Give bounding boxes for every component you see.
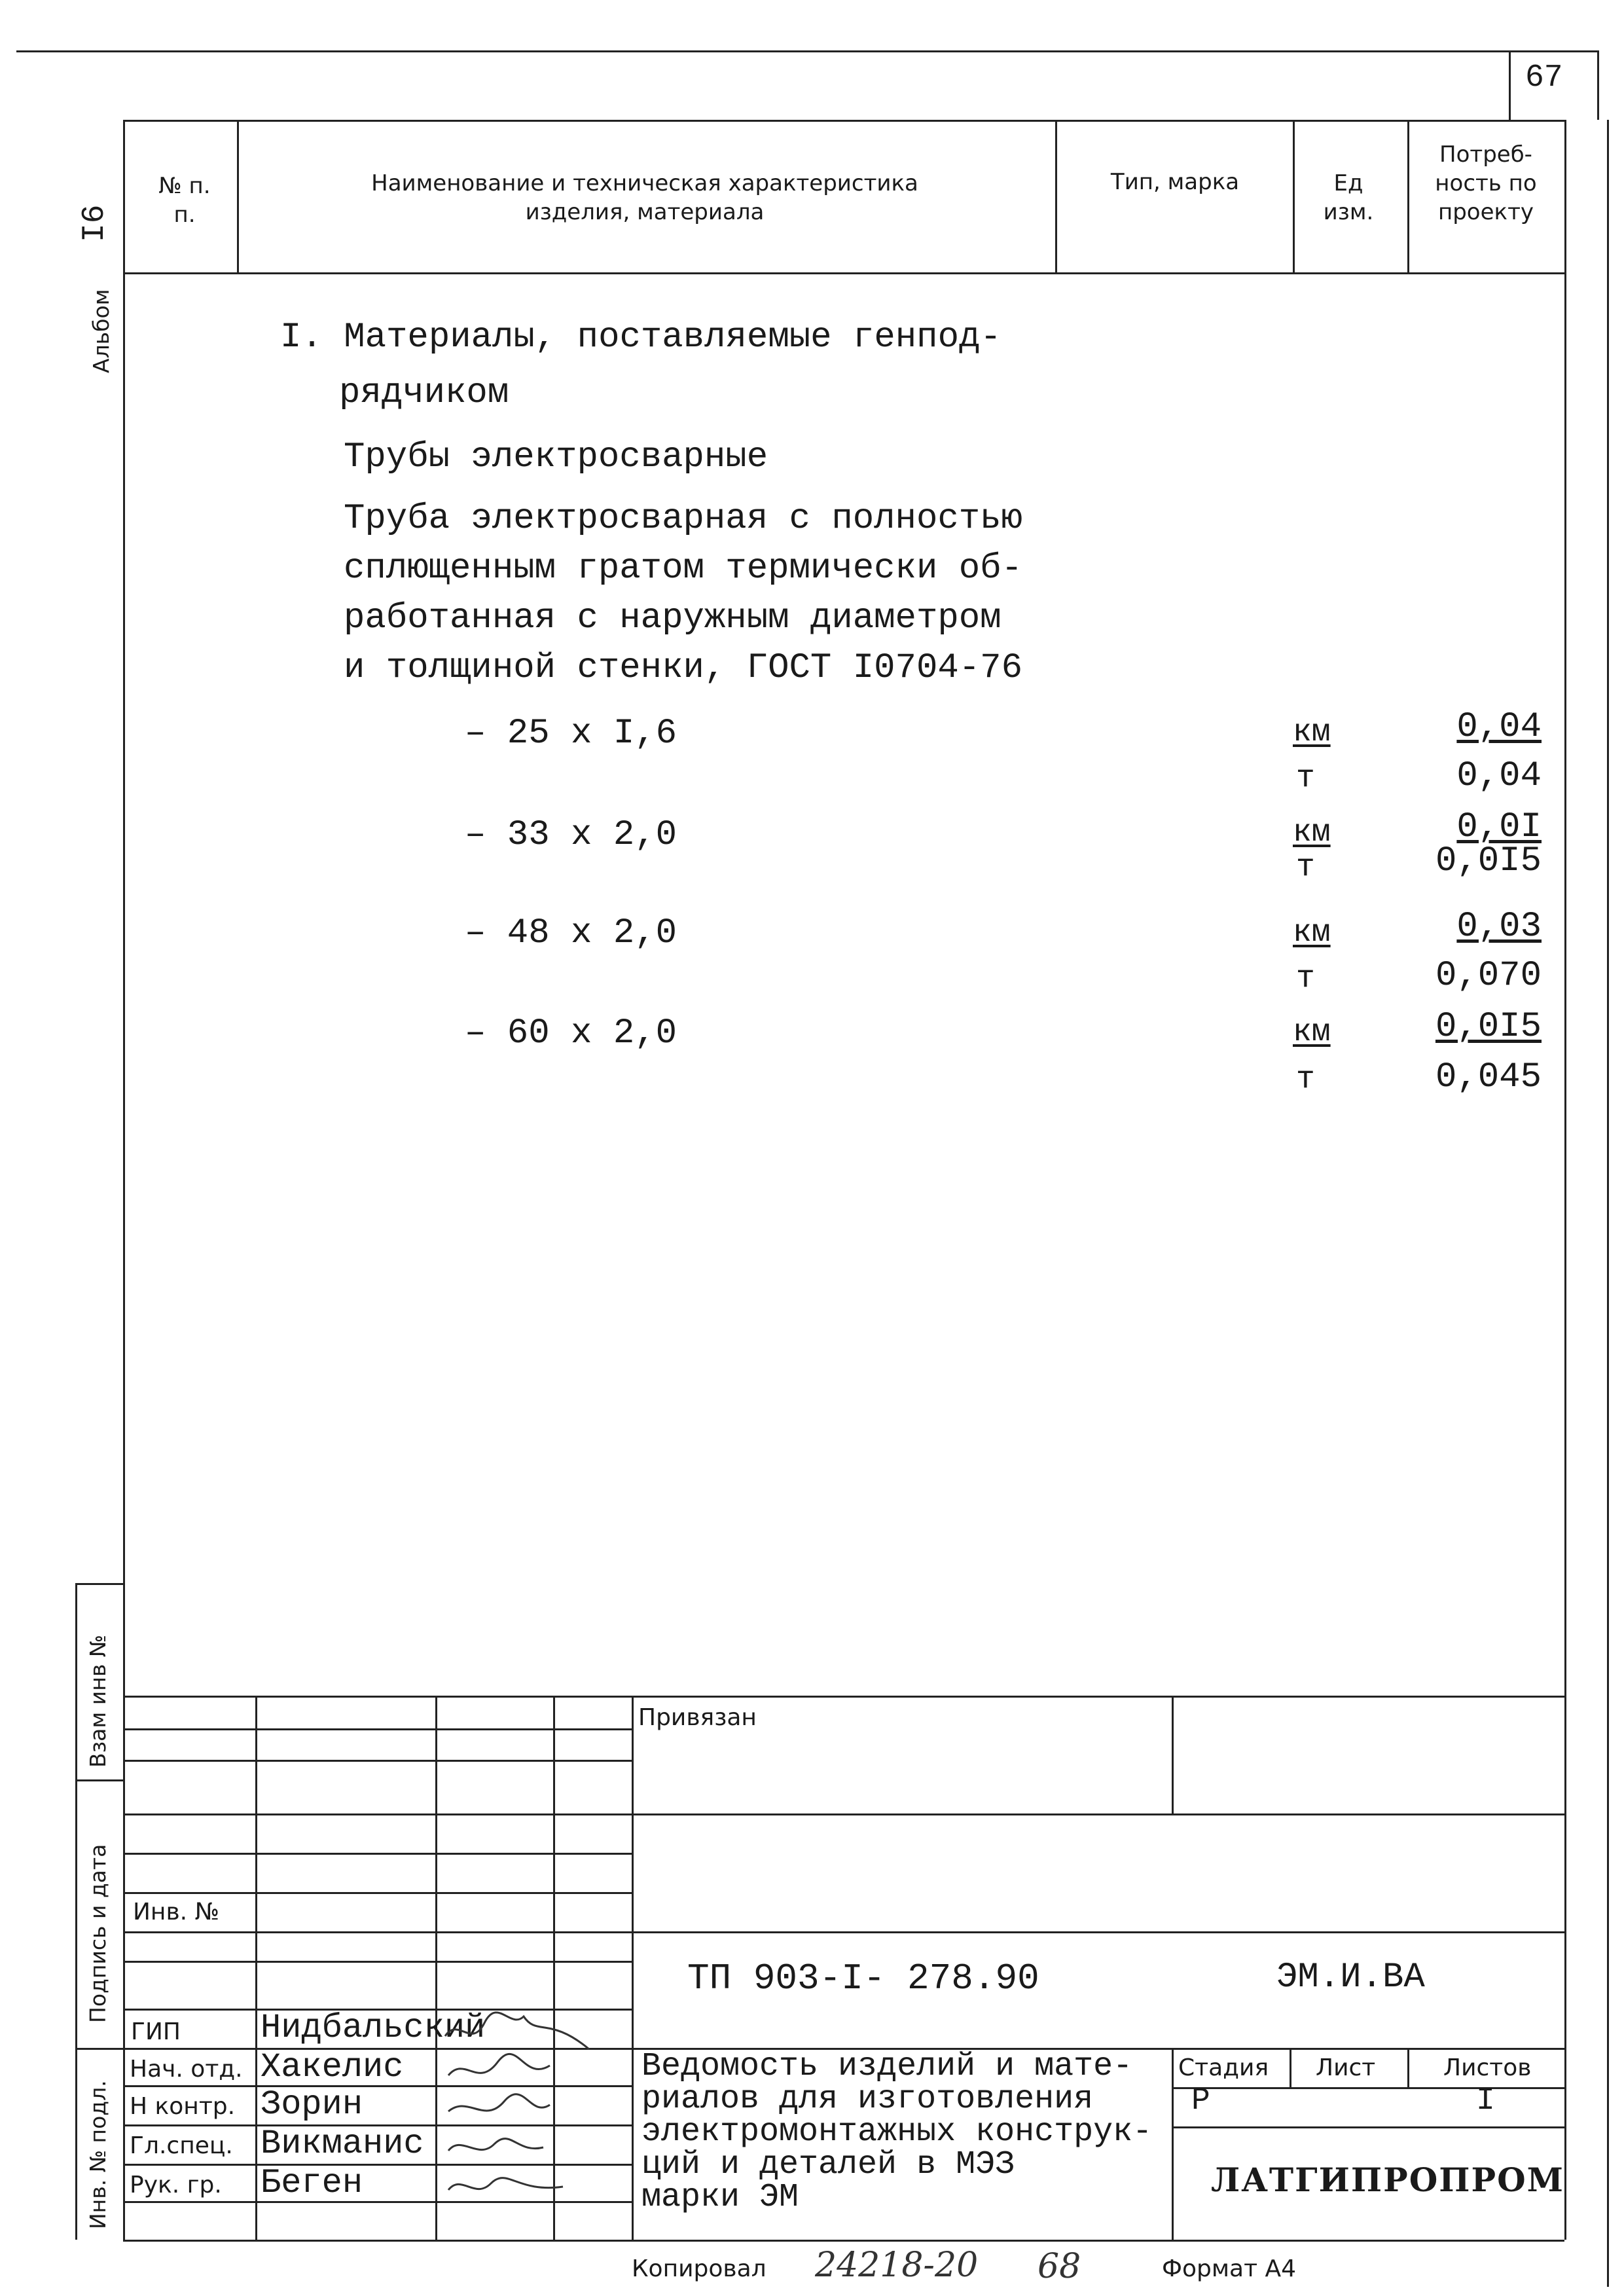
format-label: Формат А4 [1162,2255,1297,2282]
copied-number: 24218-20 [815,2246,979,2285]
header-bottom-rule [123,272,1564,274]
item-unit-t: т [1296,1062,1315,1097]
doc-title-line: электромонтажных конструк- [641,2113,1153,2151]
item-size: – 33 х 2,0 [465,815,677,855]
item-value-t: 0,04 [1456,756,1542,796]
section-title: I. Материалы, поставляемые генпод- [280,318,1001,357]
side-label-vzam-inv: Взам инв № [85,1634,111,1768]
tb-right-row [632,1931,1564,1933]
item-value-t: 0,0I5 [1435,841,1542,881]
section-title-cont: рядчиком [339,373,509,413]
side-strip-div1 [75,1779,123,1781]
side-strip-top [75,1583,123,1585]
sheet-label: Лист [1316,2054,1376,2081]
item-value-km: 0,0I5 [1435,1007,1542,1047]
item-unit-km: км [1293,1015,1331,1050]
header-name: Наименование и техническая характеристика изделия, материала [371,170,918,225]
tb-left-row [123,1961,632,1963]
frame-right [1564,120,1566,2240]
desc-line: сплющенным гратом термически об- [344,549,1022,589]
role-name: Зорин [261,2085,363,2124]
role-name: Нидбальский [261,2009,486,2047]
tb-top [123,1696,1564,1698]
role-label: Рук. гр. [130,2172,222,2198]
frame-bottom [123,2240,1564,2242]
tb-sheet-col [1290,2048,1291,2087]
header-col-2 [1055,120,1057,272]
item-value-t: 0,070 [1435,956,1542,996]
sheets-label: Листов [1443,2054,1532,2081]
side-label-inv-podl: Инв. № подл. [85,2080,111,2229]
side-strip-left [75,1583,77,2240]
item-unit-km: км [1293,715,1331,750]
sheet-number: 67 [1525,60,1563,96]
tb-left-row [123,1813,632,1815]
role-name: Викманис [261,2124,424,2163]
inv-no-label: Инв. № [133,1899,220,1925]
desc-line: и толщиной стенки, ГОСТ I0704-76 [344,648,1022,688]
item-size: – 25 х I,6 [465,714,677,754]
stage-label: Стадия [1178,2054,1269,2081]
tb-left-col-2 [435,1696,437,2240]
copied-label: Копировал [632,2255,767,2282]
tb-privyazan-divider [1172,1696,1174,1813]
item-value-km: 0,04 [1456,707,1542,747]
role-name: Хакелис [261,2048,404,2086]
doc-title-line: Ведомость изделий и мате- [641,2048,1133,2085]
doc-mark: ЭМ.И.ВА [1276,1958,1425,1997]
role-name: Беген [261,2164,363,2202]
organization-name: ЛАТГИПРОПРОМ [1211,2160,1564,2199]
side-label-podpis-data: Подпись и дата [85,1844,111,2023]
header-num: № п. п. [158,173,211,228]
frame-top [123,120,1564,122]
item-unit-t: т [1296,961,1315,996]
header-unit: Ед изм. [1323,170,1374,225]
item-value-t: 0,045 [1435,1057,1542,1097]
tb-sheets-col [1407,2048,1409,2087]
item-size: – 48 х 2,0 [465,913,677,953]
group-title: Трубы электросварные [344,437,768,477]
tb-stage-row [1172,2087,1564,2089]
tb-left-row [123,1728,632,1730]
sheets-value: I [1476,2083,1495,2119]
tb-left-row [123,1931,632,1933]
role-label: Гл.спец. [130,2132,233,2159]
doc-title-line: марки ЭМ [641,2179,799,2216]
outer-right-edge [1607,120,1609,2287]
tb-left-row [123,1760,632,1762]
doc-title-line: риалов для изготовления [641,2081,1094,2118]
header-col-3 [1293,120,1295,272]
desc-line: работанная с наружным диаметром [344,598,1001,638]
side-strip-div2 [75,2048,123,2050]
item-unit-t: т [1296,761,1315,796]
doc-title-line: ций и деталей в МЭЗ [641,2146,1015,2183]
item-size: – 60 х 2,0 [465,1013,677,1053]
sheet-number-box-right [1597,50,1599,120]
header-type: Тип, марка [1110,169,1240,195]
copied-extra: 68 [1038,2247,1081,2286]
doc-code: ТП 903-I- 278.90 [687,1958,1039,1999]
frame-left [123,120,125,2240]
tb-left-row [123,1853,632,1855]
item-unit-t: т [1296,850,1315,885]
top-rule [16,50,1597,52]
stage-value: Р [1191,2083,1210,2119]
header-need: Потреб- ность по проекту [1435,141,1537,225]
role-label: Нач. отд. [130,2056,243,2083]
desc-line: Труба электросварная с полностью [344,499,1022,539]
header-col-4 [1407,120,1409,272]
item-value-km: 0,03 [1456,907,1542,947]
privyazan-label: Привязан [638,1704,757,1731]
side-label-album-number: I6 [77,204,113,242]
sheet-number-box-left [1509,50,1511,120]
item-value-km: 0,0I [1456,807,1542,847]
side-label-album: Альбом [88,289,114,373]
role-label: Н контр. [130,2093,236,2120]
header-col-1 [237,120,239,272]
tb-main-divider [632,1696,634,2240]
signature-marks [439,1990,596,2206]
role-label: ГИП [131,2018,181,2045]
item-unit-km: км [1293,915,1331,951]
tb-stage-col [1172,2048,1174,2240]
tb-left-col-1 [255,1696,257,2240]
item-unit-km: км [1293,815,1331,850]
tb-right-row [632,1813,1564,1815]
tb-stage-row [1172,2126,1564,2128]
tb-left-row [123,1892,632,1894]
